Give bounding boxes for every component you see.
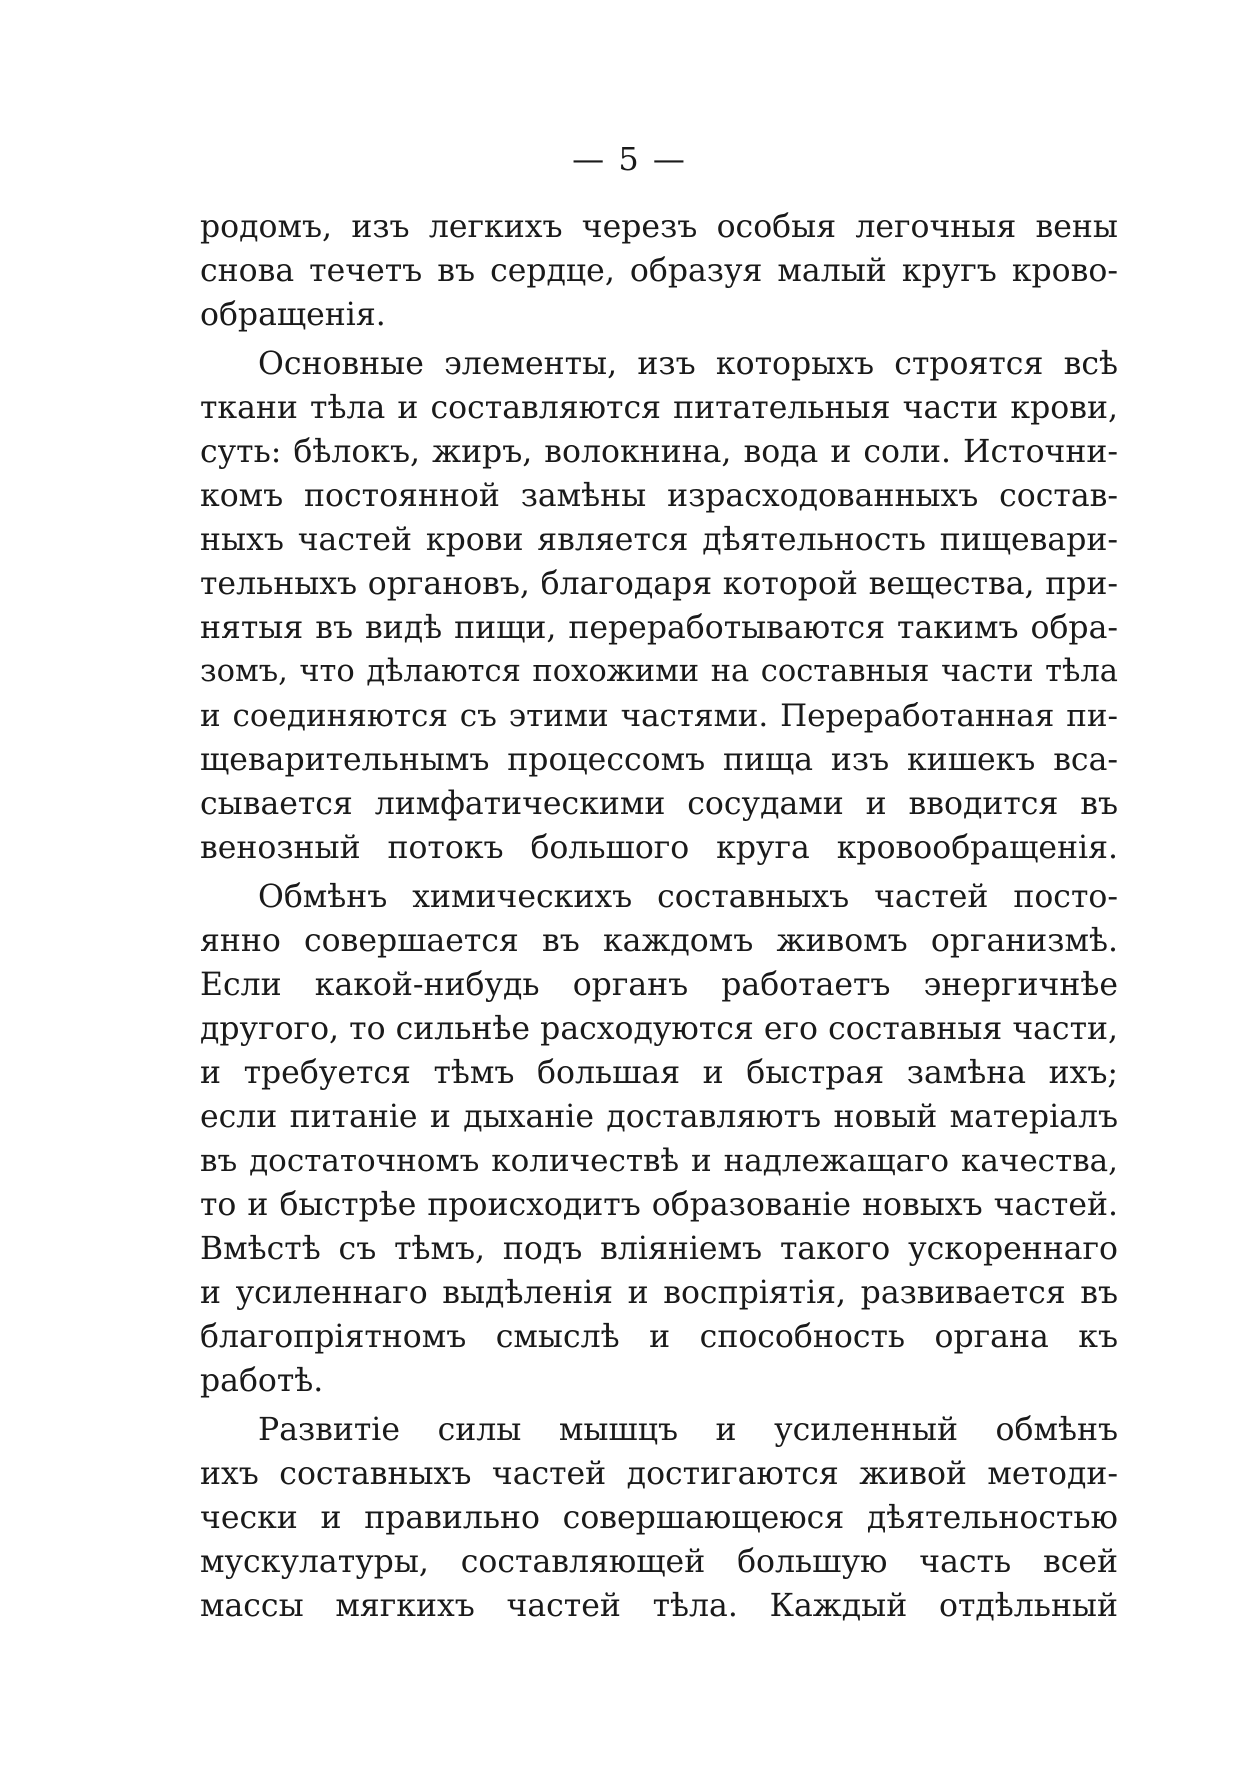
text-line: то и быстрѣе происходитъ образованіе новыхъ частей. (200, 1187, 1118, 1223)
body-text (200, 205, 1118, 1628)
paragraph-4 (200, 1408, 1118, 1628)
text-line: другого, то сильнѣе расходуются его составныя части, (200, 1011, 1118, 1047)
paragraph-1 (200, 205, 1118, 337)
page-number: — 5 — (572, 140, 687, 178)
text-line: массы мягкихъ частей тѣла. Каждый отдѣльный (200, 1588, 1118, 1624)
text-line: Обмѣнъ химическихъ составныхъ частей посто- (258, 879, 1118, 915)
paragraph-2 (200, 342, 1118, 870)
text-line: янно совершается въ каждомъ живомъ организмѣ. (200, 923, 1118, 959)
text-line: ихъ составныхъ частей достигаются живой методи- (200, 1456, 1118, 1492)
text-line: и усиленнаго выдѣленія и воспріятія, развивается въ (200, 1275, 1118, 1311)
paragraph-3 (200, 875, 1118, 1403)
text-line: чески и правильно совершающеюся дѣятельностью (200, 1500, 1118, 1536)
text-line: ныхъ частей крови является дѣятельность пищевари- (200, 522, 1118, 558)
text-line: мускулатуры, составляющей большую часть всей (200, 1544, 1118, 1580)
text-line: комъ постоянной замѣны израсходованныхъ состав- (200, 478, 1118, 514)
text-line: сывается лимфатическими сосудами и вводится въ (200, 786, 1118, 822)
text-line: и соединяются съ этими частями. Переработанная пи- (200, 698, 1118, 734)
text-line: обращенія. (200, 297, 386, 333)
text-line: ткани тѣла и составляются питательныя части крови, (200, 390, 1118, 426)
text-line: венозный потокъ большого круга кровообращенія. (200, 830, 1118, 866)
text-line: Если какой-нибудь органъ работаетъ энергичнѣе (200, 967, 1118, 1003)
text-line: снова течетъ въ сердце, образуя малый кругъ крово- (200, 253, 1118, 289)
text-line: Вмѣстѣ съ тѣмъ, подъ вліяніемъ такого ускореннаго (200, 1231, 1118, 1267)
text-line: работѣ. (200, 1363, 324, 1399)
text-line: зомъ, что дѣлаются похожими на составныя части тѣла (200, 654, 1118, 689)
text-line: нятыя въ видѣ пищи, переработываются такимъ обра- (200, 610, 1118, 646)
text-line: родомъ, изъ легкихъ черезъ особыя легочныя вены (200, 209, 1118, 245)
text-line: Основные элементы, изъ которыхъ строятся всѣ (258, 346, 1118, 382)
text-line: тельныхъ органовъ, благодаря которой вещества, при- (200, 566, 1118, 602)
text-line: благопріятномъ смыслѣ и способность органа къ (200, 1319, 1118, 1355)
text-line: щеварительнымъ процессомъ пища изъ кишекъ вса- (200, 742, 1118, 778)
text-line: если питаніе и дыханіе доставляютъ новый матеріалъ (200, 1099, 1118, 1135)
text-line: и требуется тѣмъ большая и быстрая замѣна ихъ; (200, 1055, 1118, 1091)
text-line: суть: бѣлокъ, жиръ, волокнина, вода и соли. Источни- (200, 434, 1118, 470)
text-line: Развитіе силы мышцъ и усиленный обмѣнъ (258, 1412, 1118, 1448)
text-line: въ достаточномъ количествѣ и надлежащаго качества, (200, 1143, 1118, 1179)
